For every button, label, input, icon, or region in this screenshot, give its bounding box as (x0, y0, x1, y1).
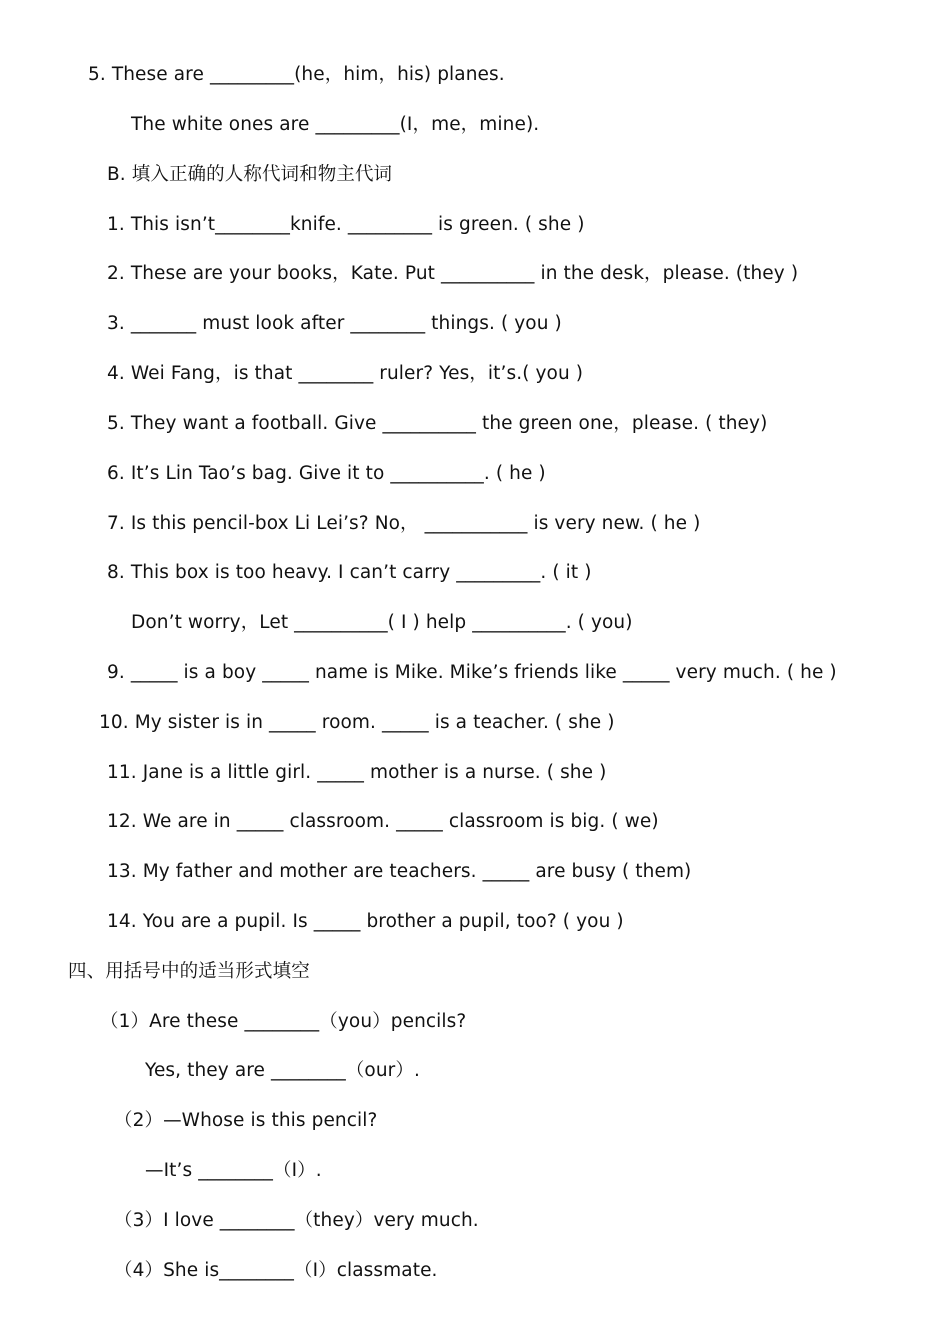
section-b-heading: B. 填入正确的人称代词和物主代词 (107, 164, 393, 185)
s4-question-3: （3）I love ________（they）very much. (114, 1210, 479, 1231)
b-question-13: 13. My father and mother are teachers. _____ are busy ( them) (107, 861, 692, 882)
s4-question-1: （1）Are these ________（you）pencils? (100, 1011, 467, 1032)
b-question-4: 4. Wei Fang，is that ________ ruler? Yes，it’s.( you ) (107, 363, 584, 384)
s4-question-2: （2）—Whose is this pencil? (114, 1110, 378, 1131)
b-question-8: 8. This box is too heavy. I can’t carry _________. ( it ) (107, 562, 592, 583)
b-question-8-continued: Don’t worry，Let __________( I ) help __________. ( you) (131, 612, 633, 633)
b-question-2: 2. These are your books，Kate. Put __________ in the desk，please. (they ) (107, 263, 799, 284)
b-question-9: 9. _____ is a boy _____ name is Mike. Mike’s friends like _____ very much. ( he ) (107, 662, 837, 683)
question-5-line-1: 5. These are _________(he，him，his) planes. (88, 64, 505, 85)
b-question-5: 5. They want a football. Give __________ the green one，please. ( they) (107, 413, 768, 434)
b-question-3: 3. _______ must look after ________ things. ( you ) (107, 313, 562, 334)
section-4-heading: 四、用括号中的适当形式填空 (68, 961, 310, 982)
b-question-1: 1. This isn’t________knife. _________ is green. ( she ) (107, 214, 585, 235)
b-question-10: 10. My sister is in _____ room. _____ is a teacher. ( she ) (99, 712, 615, 733)
question-5-line-2: The white ones are _________(I，me，mine). (131, 114, 540, 135)
b-question-11: 11. Jane is a little girl. _____ mother is a nurse. ( she ) (107, 762, 607, 783)
s4-question-4: （4）She is________（I）classmate. (114, 1260, 438, 1281)
b-question-14: 14. You are a pupil. Is _____ brother a pupil, too? ( you ) (107, 911, 624, 932)
s4-question-2-answer: —It’s ________（I）. (145, 1160, 322, 1181)
b-question-6: 6. It’s Lin Tao’s bag. Give it to __________. ( he ) (107, 463, 546, 484)
b-question-7: 7. Is this pencil-box Li Lei’s? No， ___________ is very new. ( he ) (107, 513, 701, 534)
s4-question-1-answer: Yes, they are ________（our）. (145, 1060, 420, 1081)
b-question-12: 12. We are in _____ classroom. _____ classroom is big. ( we) (107, 811, 659, 832)
